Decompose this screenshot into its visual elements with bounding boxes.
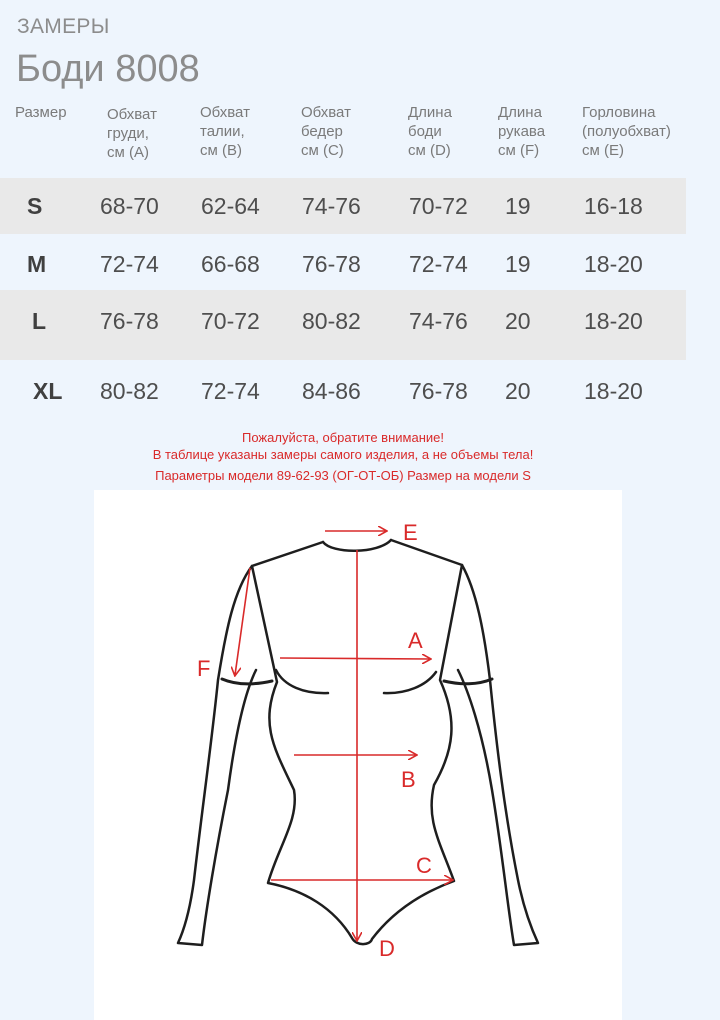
hips-cell: 80-82 [302,308,361,334]
measurement-diagram [94,490,622,1020]
length-cell: 76-78 [409,378,468,404]
chest-cell: 68-70 [100,193,159,219]
notice-line: Пожалуйста, обратите внимание! [242,430,444,445]
bust-seam [384,672,436,693]
col-header-waist: Обхват талии, см (B) [200,104,250,159]
label-f: F [197,656,211,681]
col-header-hips: Обхват бедер см (C) [301,104,351,159]
left-sleeve [178,566,256,945]
table-row [0,290,686,360]
neck-cell: 18-20 [584,378,643,404]
sleeve-cell: 20 [505,308,531,334]
neckline [323,540,391,551]
waist-cell: 70-72 [201,308,260,334]
col-header-length: Длина боди см (D) [408,104,452,159]
model-params: Параметры модели 89-62-93 (ОГ-ОТ-ОБ) Размер на модели S [155,468,531,483]
bust-seam [276,670,328,693]
hips-cell: 76-78 [302,251,361,277]
right-sleeve [458,565,538,945]
bodysuit-drawing [94,490,622,1020]
size-cell: XL [33,378,63,404]
length-cell: 72-74 [409,251,468,277]
size-cell: M [27,251,47,277]
chest-cell: 76-78 [100,308,159,334]
label-b: B [401,767,416,792]
col-header-chest: Обхват груди, см (A) [107,106,157,161]
hips-cell: 74-76 [302,193,361,219]
waist-cell: 66-68 [201,251,260,277]
measure-line-a [280,658,430,659]
neck-cell: 18-20 [584,251,643,277]
label-d: D [379,936,395,961]
sleeve-cell: 19 [505,251,531,277]
sleeve-band [444,679,492,684]
table-row [0,178,686,234]
label-e: E [403,520,418,545]
hips-cell: 84-86 [302,378,361,404]
label-a: A [408,628,423,653]
chest-cell: 72-74 [100,251,159,277]
label-c: C [416,853,432,878]
notice-line: В таблице указаны замеры самого изделия, а не объемы тела! [152,447,534,462]
sleeve-cell: 19 [505,193,531,219]
page-title: Боди 8008 [16,48,200,90]
table-row [0,234,686,290]
size-cell: L [32,308,47,334]
col-header-sleeve: Длина рукава см (F) [498,104,546,159]
col-header-size: Размер [15,104,67,121]
neck-cell: 16-18 [584,193,643,219]
size-cell: S [27,193,43,219]
waist-cell: 62-64 [201,193,260,219]
length-cell: 74-76 [409,308,468,334]
section-subtitle: ЗАМЕРЫ [17,15,110,38]
neck-cell: 18-20 [584,308,643,334]
sleeve-band [222,679,272,684]
waist-cell: 72-74 [201,378,260,404]
chest-cell: 80-82 [100,378,159,404]
length-cell: 70-72 [409,193,468,219]
col-header-neck: Горловина (полуобхват) см (E) [582,104,671,159]
table-row [0,360,686,420]
sleeve-cell: 20 [505,378,531,404]
